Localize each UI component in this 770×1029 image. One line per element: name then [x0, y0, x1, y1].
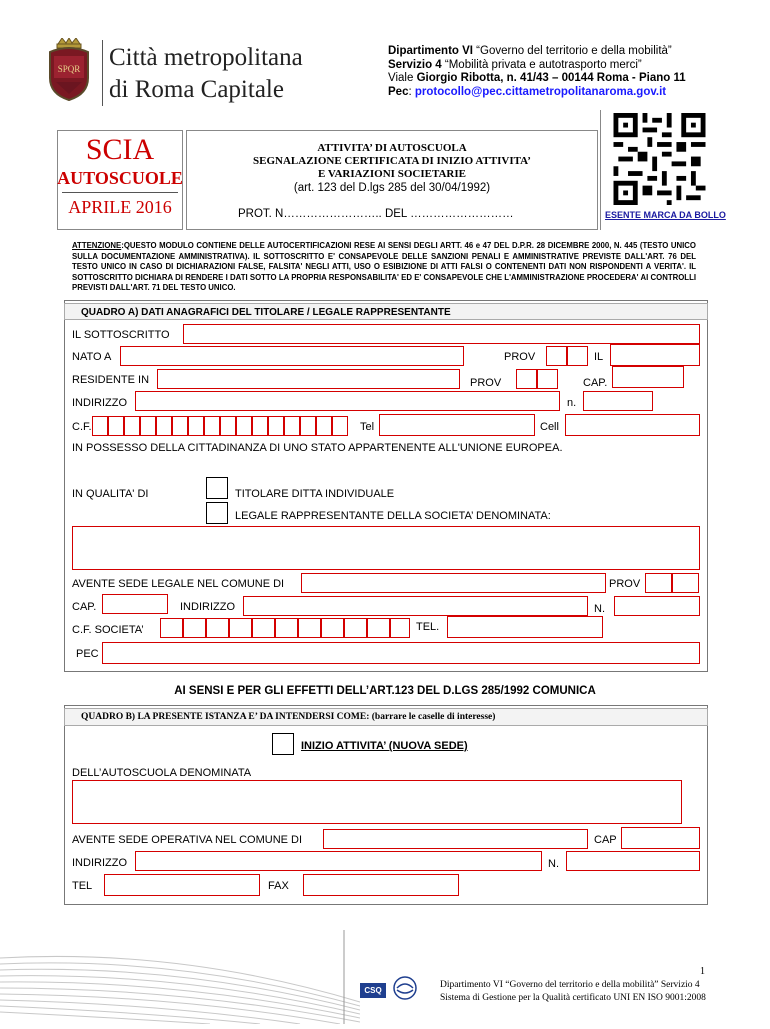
sottoscritto-label: IL SOTTOSCRITTO — [72, 329, 170, 341]
cf-cell[interactable] — [124, 416, 140, 436]
nato-a-label: NATO A — [72, 351, 112, 363]
dept-line — [388, 45, 686, 59]
service-rest: “Mobilità privata e autotrasporto merci” — [441, 58, 642, 71]
company-cf-cell[interactable] — [344, 618, 367, 638]
indirizzo-label: INDIRIZZO — [72, 397, 127, 409]
pec-sep: : — [408, 85, 415, 98]
cf-cell[interactable] — [108, 416, 124, 436]
registered-office-input[interactable] — [301, 573, 606, 593]
operating-office-input[interactable] — [323, 829, 588, 849]
org-name-line2: di Roma Capitale — [109, 76, 284, 103]
residence-prov-label: PROV — [470, 377, 502, 389]
sede-legale-label: AVENTE SEDE LEGALE NEL COMUNE DI — [72, 578, 285, 590]
tel-input-border — [379, 414, 535, 436]
address-pre: Viale — [388, 72, 417, 84]
autoscuole-title: AUTOSCUOLE — [57, 168, 183, 188]
operating-cap-input[interactable] — [621, 827, 700, 849]
birth-prov-label: PROV — [504, 351, 536, 363]
cf-cell[interactable] — [268, 416, 284, 436]
operating-address-input[interactable] — [135, 851, 542, 871]
company-prov-label: PROV — [609, 578, 641, 590]
cell-label: Cell — [540, 421, 559, 433]
cf-cell[interactable] — [92, 416, 108, 436]
company-number-input[interactable] — [614, 596, 700, 616]
title-line1: ATTIVITA’ DI AUTOSCUOLA — [317, 142, 467, 154]
pec-link[interactable]: protocollo@pec.cittametropolitanaroma.gov.it — [414, 85, 667, 98]
tel-label: Tel — [360, 421, 375, 433]
cf-cell[interactable] — [172, 416, 188, 436]
operating-number-input[interactable] — [566, 851, 700, 871]
title-line4: (art. 123 del D.lgs 285 del 30/04/1992) — [293, 182, 491, 194]
stamp-note: ESENTE MARCA DA BOLLO — [605, 210, 726, 220]
cf-cell[interactable] — [156, 416, 172, 436]
date-title: APRILE 2016 — [68, 197, 172, 217]
company-cf-cell[interactable] — [160, 618, 183, 638]
company-cf-cell[interactable] — [229, 618, 252, 638]
address-bold: Giorgio Ribotta, n. 41/43 – 00144 Roma - Piano 11 — [416, 72, 686, 84]
company-cf-cell[interactable] — [183, 618, 206, 638]
pec-label: Pec — [388, 85, 409, 98]
cf-cell[interactable] — [188, 416, 204, 436]
title-line2: SEGNALAZIONE CERTIFICATA DI INIZIO ATTIVITA’ — [253, 155, 531, 167]
address-number-label: n. — [567, 397, 577, 409]
company-name-input[interactable] — [72, 526, 700, 570]
school-name-input[interactable] — [72, 780, 682, 824]
operating-fax-input[interactable] — [303, 874, 459, 896]
title-line3: E VARIAZIONI SOCIETARIE — [318, 168, 466, 180]
cf-cells — [92, 416, 348, 436]
dept-info — [388, 45, 686, 99]
operating-address-label: INDIRIZZO — [72, 857, 127, 869]
quadro-b-heading — [64, 708, 708, 726]
company-cap-input[interactable] — [102, 594, 168, 614]
csq-logo-icon: CSQ — [360, 983, 386, 998]
cf-cell[interactable] — [220, 416, 236, 436]
company-cf-cell[interactable] — [252, 618, 275, 638]
cf-cell[interactable] — [332, 416, 348, 436]
address-number-input[interactable] — [583, 391, 653, 411]
birth-prov-cell[interactable] — [546, 346, 567, 366]
qr-code-icon — [612, 113, 707, 205]
footer-line2: Sistema di Gestione per la Qualità certificato UNI EN ISO 9001:2008 — [440, 993, 706, 1003]
residence-cap-label: CAP. — [583, 377, 608, 389]
sede-operativa-label: AVENTE SEDE OPERATIVA NEL COMUNE DI — [72, 834, 303, 846]
pec-line — [388, 86, 686, 100]
company-cf-label: C.F. SOCIETA’ — [72, 624, 144, 636]
company-cf-cell[interactable] — [321, 618, 344, 638]
birth-prov-cell[interactable] — [567, 346, 588, 366]
footer-line1: Dipartimento VI “Governo del territorio e della mobilità” Servizio 4 — [440, 980, 700, 990]
attention-body: :QUESTO MODULO CONTIENE DELLE AUTOCERTIFICAZIONI RESE AI SENSI DEGLI ARTT. 46 e 47 DEL D.P.R. 28 DICEMBRE 2000, N. 445 (TESTO UNICO SULLA DOCUMENTAZIONE AMMINISTRATIVA). IL SOTTOSCRITTO E' CONSAPEVOLE DELLE SANZIONI PENALI E AMMINISTRATIVE PREVISTE DALL'ART. 76 DEL TESTO UNICO IN CASO DI DICHIARAZIONI FALSE, FALSITA' NEGLI ATTI, USO O ESIBIZIONE DI ATTI FALSI O CONTENENTI DATI NON RISPONDENTI A VERITA'. IL SOTTOSCRITTO DICHIARA DI RENDERE I DATI SOTTO LA PROPRIA RESPONSABILITA' ED E' CONSAPEVOLE CHE L'AMMINISTRAZIONE PROCEDERA' AI CONTROLLI PREVISTI DALL'ART. 71 DEL TESTO UNICO. — [72, 241, 696, 292]
dept-rest: “Governo del territorio e della mobilità” — [472, 45, 672, 57]
titolare-label: TITOLARE DITTA INDIVIDUALE — [235, 488, 395, 500]
inizio-attivita-checkbox[interactable] — [272, 733, 294, 755]
iqnet-logo-icon — [393, 976, 417, 1000]
cittadinanza-statement: IN POSSESSO DELLA CITTADINANZA DI UNO STATO APPARTENENTE ALL'UNIONE EUROPEA. — [72, 442, 563, 454]
company-prov-cell[interactable] — [645, 573, 672, 593]
cf-cell[interactable] — [140, 416, 156, 436]
operating-tel-label: TEL — [72, 880, 93, 892]
birth-date-input[interactable] — [610, 344, 700, 366]
attention-text — [72, 241, 696, 294]
residence-prov-cell[interactable] — [537, 369, 558, 389]
birthplace-input[interactable] — [120, 346, 464, 366]
denominata-label: DELL’AUTOSCUOLA DENOMINATA — [72, 767, 252, 779]
company-cf-cell[interactable] — [206, 618, 229, 638]
operating-tel-input[interactable] — [104, 874, 260, 896]
cf-cell[interactable] — [284, 416, 300, 436]
cf-cell[interactable] — [236, 416, 252, 436]
decorative-lines-graphic — [0, 930, 360, 1024]
pec-input[interactable] — [102, 642, 700, 664]
residente-label: RESIDENTE IN — [72, 374, 150, 386]
operating-number-label: N. — [548, 858, 559, 870]
company-address-input[interactable] — [243, 596, 588, 616]
service-bold: Servizio 4 — [388, 58, 442, 71]
page-number: 1 — [700, 966, 705, 977]
header-divider — [102, 40, 103, 106]
company-prov-cell[interactable] — [672, 573, 699, 593]
operating-cap-label: CAP — [594, 834, 617, 846]
company-address-label: INDIRIZZO — [180, 601, 235, 613]
inizio-attivita-label: INIZIO ATTIVITA’ (NUOVA SEDE) — [301, 740, 468, 752]
cf-cell[interactable] — [252, 416, 268, 436]
cf-cell[interactable] — [316, 416, 332, 436]
scia-title: SCIA — [85, 133, 155, 166]
titolare-checkbox[interactable] — [206, 477, 228, 499]
cf-cell[interactable] — [204, 416, 220, 436]
company-tel-label: TEL. — [416, 621, 440, 633]
company-cf-cell[interactable] — [275, 618, 298, 638]
company-cf-cells — [160, 618, 410, 638]
address-input[interactable] — [135, 391, 560, 411]
qualita-label: IN QUALITA' DI — [72, 488, 149, 500]
attention-label: ATTENZIONE — [72, 241, 122, 250]
quadro-a-heading — [64, 303, 708, 320]
cf-label: C.F. — [72, 421, 92, 433]
comunica-heading: AI SENSI E PER GLI EFFETTI DELL’ART.123 DEL D.LGS 285/1992 COMUNICA — [174, 685, 596, 697]
quadro-a-heading-text: QUADRO A) DATI ANAGRAFICI DEL TITOLARE / LEGALE RAPPRESENTANTE — [81, 307, 451, 318]
cf-cell[interactable] — [300, 416, 316, 436]
protocol-line: PROT. N…………………….. DEL ……………………… — [238, 208, 514, 220]
legale-label: LEGALE RAPPRESENTANTE DELLA SOCIETA’ DENOMINATA: — [235, 510, 551, 522]
svg-text:SPQR: SPQR — [57, 64, 81, 74]
company-cf-cell[interactable] — [298, 618, 321, 638]
company-number-label: N. — [594, 603, 605, 615]
company-cap-label: CAP. — [72, 601, 97, 613]
company-cf-cell[interactable] — [390, 618, 410, 638]
service-line — [388, 59, 686, 73]
pec-field-label: PEC — [76, 648, 99, 660]
birth-date-label: IL — [594, 351, 604, 363]
residence-input[interactable] — [157, 369, 460, 389]
residence-cap-input[interactable] — [612, 366, 684, 388]
operating-fax-label: FAX — [268, 880, 289, 892]
quadro-b-heading-text: QUADRO B) LA PRESENTE ISTANZA E’ DA INTENDERSI COME: (barrare le caselle di interesse) — [81, 712, 496, 722]
residence-prov-cell[interactable] — [516, 369, 537, 389]
dept-bold: Dipartimento VI — [388, 45, 473, 57]
coat-of-arms-icon — [44, 38, 94, 102]
address-line — [388, 72, 686, 86]
company-cf-cell[interactable] — [367, 618, 390, 638]
cell-input[interactable] — [565, 414, 700, 436]
sottoscritto-input[interactable] — [183, 324, 700, 344]
company-tel-input[interactable] — [447, 616, 603, 638]
legale-checkbox[interactable] — [206, 502, 228, 524]
org-name-line1: Città metropolitana — [109, 44, 303, 71]
autoscuole-underline — [62, 192, 178, 193]
